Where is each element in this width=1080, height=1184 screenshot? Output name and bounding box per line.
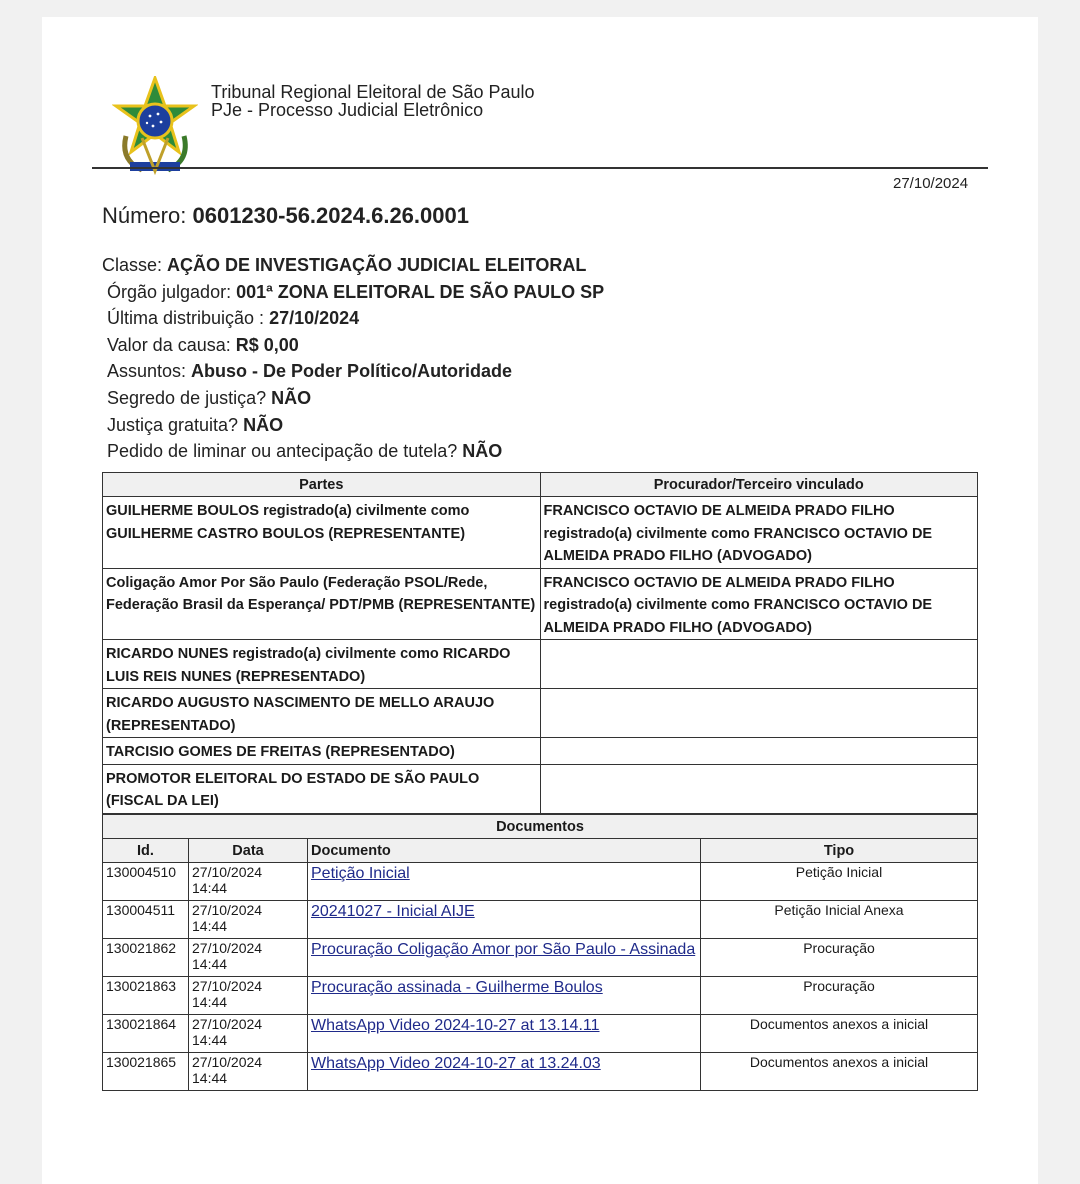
table-row <box>103 1053 978 1091</box>
table-row <box>103 497 978 569</box>
process-number-value: 0601230-56.2024.6.26.0001 <box>192 203 469 228</box>
table-row <box>103 977 978 1015</box>
field-label: Justiça gratuita? <box>107 414 244 435</box>
procurador-cell <box>540 764 978 813</box>
doc-date-time: 14:44 <box>192 879 228 896</box>
doc-date <box>189 1015 308 1053</box>
doc-cell <box>308 1053 701 1091</box>
doc-date-time: 14:44 <box>192 993 228 1010</box>
date-header: Data <box>189 839 308 863</box>
doc-cell <box>308 939 701 977</box>
doc-date-time: 14:44 <box>192 917 228 934</box>
doc-date <box>189 939 308 977</box>
document-link[interactable]: WhatsApp Video 2024-10-27 at 13.24.03 <box>311 1055 601 1072</box>
doc-date-time: 14:44 <box>192 1069 228 1086</box>
documents-table <box>102 814 978 1091</box>
field-value: Abuso - De Poder Político/Autoridade <box>191 361 513 382</box>
doc-cell <box>308 901 701 939</box>
doc-date <box>189 901 308 939</box>
party-cell: RICARDO AUGUSTO NASCIMENTO DE MELLO ARAUJO (REPRESENTADO) <box>103 689 541 738</box>
document-header: Documento <box>308 839 701 863</box>
field-label: Pedido de liminar ou antecipação de tutela? <box>107 441 463 462</box>
header-divider <box>92 167 988 169</box>
document-date: 27/10/2024 <box>893 175 969 192</box>
institution-name: Tribunal Regional Eleitoral de São Paulo <box>211 82 535 102</box>
document-link[interactable]: Procuração assinada - Guilherme Boulos <box>311 979 603 996</box>
doc-type: Documentos anexos a inicial <box>701 1015 978 1053</box>
party-cell: GUILHERME BOULOS registrado(a) civilmente como GUILHERME CASTRO BOULOS (REPRESENTANTE) <box>103 497 541 569</box>
doc-id: 130004511 <box>103 901 189 939</box>
doc-id: 130021865 <box>103 1053 189 1091</box>
table-row <box>103 939 978 977</box>
system-name: PJe - Processo Judicial Eletrônico <box>211 100 484 120</box>
doc-date-day: 27/10/2024 <box>192 1054 263 1070</box>
field-classe <box>102 252 604 279</box>
field-value: 27/10/2024 <box>269 308 360 329</box>
table-row <box>103 568 978 640</box>
table-row <box>103 901 978 939</box>
field-value: AÇÃO DE INVESTIGAÇÃO JUDICIAL ELEITORAL <box>167 255 587 275</box>
documents-title: Documentos <box>103 815 978 839</box>
process-number-label: Número: <box>102 203 187 228</box>
table-row <box>103 689 978 738</box>
field-label: Assuntos: <box>107 361 192 382</box>
process-fields <box>102 252 604 465</box>
procurador-cell: FRANCISCO OCTAVIO DE ALMEIDA PRADO FILHO registrado(a) civilmente como FRANCISCO OCTAVIO DE ALMEIDA PRADO FILHO (ADVOGADO) <box>540 568 978 640</box>
doc-type: Procuração <box>701 977 978 1015</box>
field-label: Segredo de justiça? <box>107 387 272 408</box>
doc-type: Procuração <box>701 939 978 977</box>
field-value: NÃO <box>462 441 503 462</box>
procurador-cell <box>540 738 978 765</box>
field-value: R$ 0,00 <box>235 334 299 355</box>
field-label: Classe: <box>102 255 168 275</box>
doc-date-day: 27/10/2024 <box>192 864 263 880</box>
parties-header: Partes <box>103 473 541 497</box>
table-row <box>103 738 978 765</box>
field-assuntos <box>102 358 604 385</box>
procurador-header: Procurador/Terceiro vinculado <box>540 473 978 497</box>
doc-id: 130021863 <box>103 977 189 1015</box>
table-row <box>103 764 978 813</box>
table-row <box>103 1015 978 1053</box>
doc-type: Documentos anexos a inicial <box>701 1053 978 1091</box>
field-orgao-julgador <box>102 279 604 306</box>
procurador-cell <box>540 689 978 738</box>
field-valor-causa <box>102 332 604 359</box>
doc-type: Petição Inicial Anexa <box>701 901 978 939</box>
field-value: NÃO <box>243 414 284 435</box>
field-pedido-liminar <box>102 438 604 465</box>
field-ultima-distribuicao <box>102 305 604 332</box>
party-cell: PROMOTOR ELEITORAL DO ESTADO DE SÃO PAULO (FISCAL DA LEI) <box>103 764 541 813</box>
document-link[interactable]: Petição Inicial <box>311 865 410 882</box>
doc-date-time: 14:44 <box>192 1031 228 1048</box>
field-justica-gratuita <box>102 412 604 439</box>
doc-date <box>189 1053 308 1091</box>
table-row <box>103 640 978 689</box>
doc-id: 130004510 <box>103 863 189 901</box>
field-segredo-justica <box>102 385 604 412</box>
doc-date-day: 27/10/2024 <box>192 902 263 918</box>
doc-date <box>189 977 308 1015</box>
parties-table <box>102 472 978 814</box>
procurador-cell: FRANCISCO OCTAVIO DE ALMEIDA PRADO FILHO registrado(a) civilmente como FRANCISCO OCTAVIO DE ALMEIDA PRADO FILHO (ADVOGADO) <box>540 497 978 569</box>
field-label: Valor da causa: <box>107 334 236 355</box>
doc-id: 130021864 <box>103 1015 189 1053</box>
doc-date <box>189 863 308 901</box>
party-cell: Coligação Amor Por São Paulo (Federação PSOL/Rede, Federação Brasil da Esperança/ PDT/PMB (REPRESENTANTE) <box>103 568 541 640</box>
doc-date-day: 27/10/2024 <box>192 978 263 994</box>
document-link[interactable]: 20241027 - Inicial AIJE <box>311 903 475 920</box>
id-header: Id. <box>103 839 189 863</box>
doc-date-day: 27/10/2024 <box>192 1016 263 1032</box>
doc-date-time: 14:44 <box>192 955 228 972</box>
doc-id: 130021862 <box>103 939 189 977</box>
field-label: Órgão julgador: <box>107 281 237 302</box>
field-label: Última distribuição : <box>107 308 270 329</box>
doc-cell <box>308 1015 701 1053</box>
doc-cell <box>308 863 701 901</box>
doc-type: Petição Inicial <box>701 863 978 901</box>
procurador-cell <box>540 640 978 689</box>
document-link[interactable]: WhatsApp Video 2024-10-27 at 13.14.11 <box>311 1017 600 1034</box>
field-value: NÃO <box>271 387 312 408</box>
field-value: 001ª ZONA ELEITORAL DE SÃO PAULO SP <box>236 281 605 302</box>
party-cell: RICARDO NUNES registrado(a) civilmente como RICARDO LUIS REIS NUNES (REPRESENTADO) <box>103 640 541 689</box>
party-cell: TARCISIO GOMES DE FREITAS (REPRESENTADO) <box>103 738 541 765</box>
document-page <box>42 17 1038 1184</box>
process-number <box>102 203 469 229</box>
type-header: Tipo <box>701 839 978 863</box>
table-row <box>103 863 978 901</box>
doc-date-day: 27/10/2024 <box>192 940 263 956</box>
document-link[interactable]: Procuração Coligação Amor por São Paulo - Assinada <box>311 941 696 958</box>
doc-cell <box>308 977 701 1015</box>
